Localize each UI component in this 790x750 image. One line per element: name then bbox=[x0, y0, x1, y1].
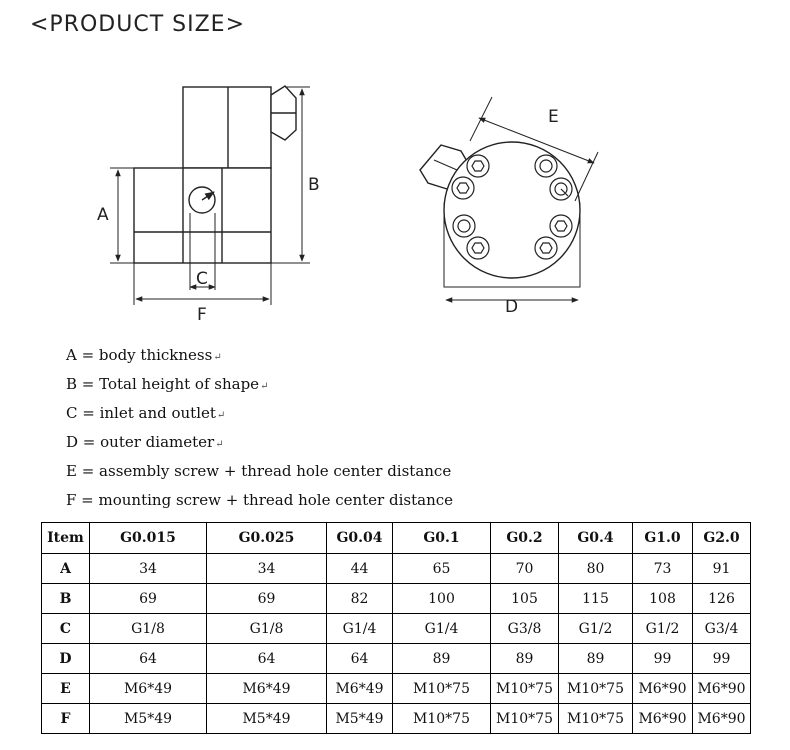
table-row bbox=[42, 554, 751, 584]
table-cell: M10*75 bbox=[393, 704, 491, 734]
table-row bbox=[42, 674, 751, 704]
label-E: E bbox=[548, 107, 559, 127]
row-label: F bbox=[42, 704, 90, 734]
table-cell: M10*75 bbox=[559, 674, 633, 704]
table-cell: M6*90 bbox=[633, 704, 693, 734]
table-cell: 69 bbox=[90, 584, 207, 614]
table-header: G0.4 bbox=[559, 523, 633, 554]
row-label: A bbox=[42, 554, 90, 584]
table-header: Item bbox=[42, 523, 90, 554]
table-cell: 64 bbox=[90, 644, 207, 674]
table-header: G0.015 bbox=[90, 523, 207, 554]
table-header: G0.04 bbox=[327, 523, 393, 554]
legend-item-c: C = inlet and outlet↵ bbox=[66, 404, 226, 422]
table-cell: 80 bbox=[559, 554, 633, 584]
front-view bbox=[420, 97, 598, 300]
label-B: B bbox=[308, 175, 320, 195]
legend-item-b: B = Total height of shape↵ bbox=[66, 375, 269, 393]
table-cell: M6*90 bbox=[693, 674, 751, 704]
table-cell: 91 bbox=[693, 554, 751, 584]
row-label: D bbox=[42, 644, 90, 674]
label-A: A bbox=[97, 205, 109, 225]
return-mark: ↵ bbox=[215, 439, 224, 450]
table-cell: G1/8 bbox=[90, 614, 207, 644]
label-D: D bbox=[505, 297, 519, 317]
table-cell: M10*75 bbox=[393, 674, 491, 704]
legend-item-e: E = assembly screw + thread hole center distance bbox=[66, 462, 452, 480]
page-title: <PRODUCT SIZE> bbox=[30, 12, 245, 37]
table-cell: M5*49 bbox=[207, 704, 327, 734]
table-header: G0.1 bbox=[393, 523, 491, 554]
table-cell: 126 bbox=[693, 584, 751, 614]
table-cell: G1/2 bbox=[633, 614, 693, 644]
table-cell: 70 bbox=[491, 554, 559, 584]
table-cell: 64 bbox=[207, 644, 327, 674]
table-header: G2.0 bbox=[693, 523, 751, 554]
table-cell: G3/4 bbox=[693, 614, 751, 644]
side-body bbox=[134, 168, 271, 263]
table-cell: 108 bbox=[633, 584, 693, 614]
row-label: B bbox=[42, 584, 90, 614]
side-view bbox=[110, 86, 310, 305]
table-cell: M6*49 bbox=[90, 674, 207, 704]
table-cell: G3/8 bbox=[491, 614, 559, 644]
table-header: G1.0 bbox=[633, 523, 693, 554]
table-cell: 82 bbox=[327, 584, 393, 614]
table-row bbox=[42, 584, 751, 614]
legend-item-f: F = mounting screw + thread hole center distance bbox=[66, 491, 454, 509]
table-cell: 115 bbox=[559, 584, 633, 614]
table-cell: M6*90 bbox=[633, 674, 693, 704]
table-cell: 44 bbox=[327, 554, 393, 584]
table-header: G0.025 bbox=[207, 523, 327, 554]
side-top-block bbox=[183, 87, 271, 168]
legend-item-a: A = body thickness↵ bbox=[66, 346, 222, 364]
table-cell: 64 bbox=[327, 644, 393, 674]
table-cell: M6*49 bbox=[207, 674, 327, 704]
table-cell: G1/2 bbox=[559, 614, 633, 644]
table-cell: G1/4 bbox=[327, 614, 393, 644]
return-mark: ↵ bbox=[260, 381, 269, 392]
table-cell: M6*49 bbox=[327, 674, 393, 704]
label-F: F bbox=[197, 305, 207, 325]
table-cell: 99 bbox=[693, 644, 751, 674]
table-row bbox=[42, 644, 751, 674]
dimension-drawing bbox=[0, 0, 790, 340]
table-cell: G1/4 bbox=[393, 614, 491, 644]
row-label: C bbox=[42, 614, 90, 644]
table-cell: 73 bbox=[633, 554, 693, 584]
table-cell: 89 bbox=[559, 644, 633, 674]
return-mark: ↵ bbox=[216, 410, 226, 421]
table-cell: 34 bbox=[90, 554, 207, 584]
label-C: C bbox=[196, 269, 208, 289]
table-cell: G1/8 bbox=[207, 614, 327, 644]
front-disc bbox=[444, 142, 580, 278]
table-cell: M10*75 bbox=[559, 704, 633, 734]
table-header-row bbox=[42, 523, 751, 554]
table-cell: 89 bbox=[491, 644, 559, 674]
table-cell: 69 bbox=[207, 584, 327, 614]
table-cell: M10*75 bbox=[491, 704, 559, 734]
table-cell: 100 bbox=[393, 584, 491, 614]
table-cell: 65 bbox=[393, 554, 491, 584]
table-row bbox=[42, 704, 751, 734]
dimension-legend bbox=[66, 343, 454, 517]
table-cell: M5*49 bbox=[327, 704, 393, 734]
table-row bbox=[42, 614, 751, 644]
table-cell: M10*75 bbox=[491, 674, 559, 704]
table-header: G0.2 bbox=[491, 523, 559, 554]
table-cell: 105 bbox=[491, 584, 559, 614]
table-cell: 89 bbox=[393, 644, 491, 674]
table-cell: M5*49 bbox=[90, 704, 207, 734]
legend-item-d: D = outer diameter↵ bbox=[66, 433, 224, 451]
table-cell: M6*90 bbox=[693, 704, 751, 734]
row-label: E bbox=[42, 674, 90, 704]
return-mark: ↵ bbox=[213, 352, 222, 363]
table-cell: 34 bbox=[207, 554, 327, 584]
spec-table bbox=[41, 522, 751, 734]
table-cell: 99 bbox=[633, 644, 693, 674]
